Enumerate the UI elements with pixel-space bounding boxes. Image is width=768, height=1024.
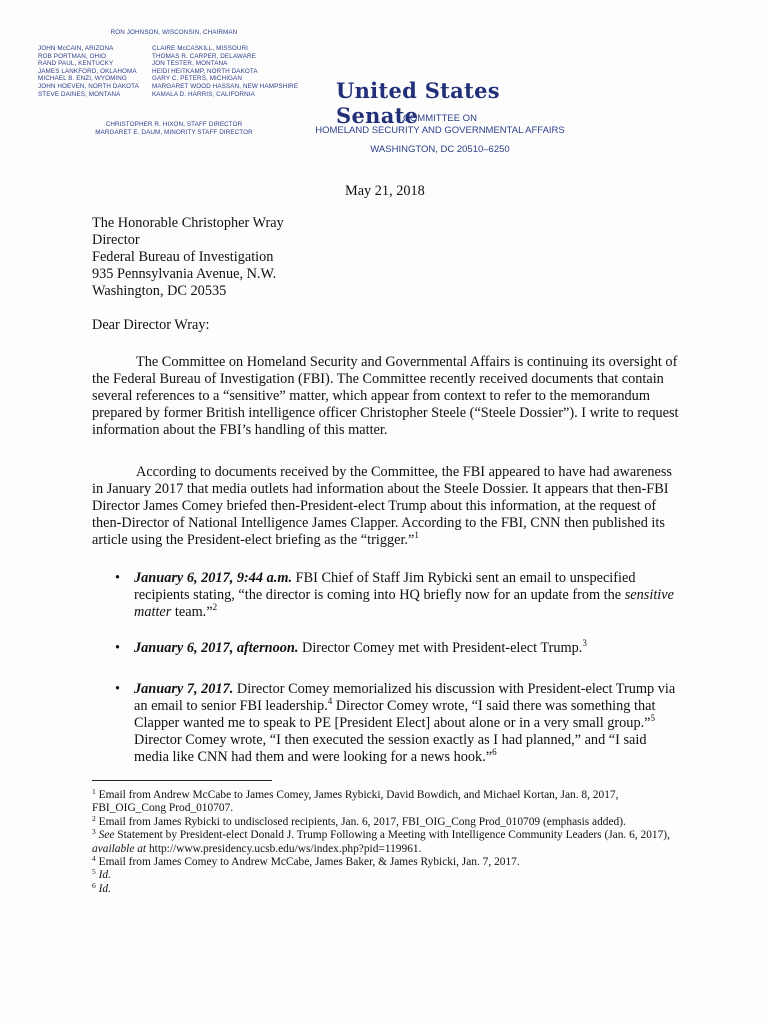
- bullet-body: team.”: [171, 604, 213, 620]
- minority-members-list: [152, 45, 298, 98]
- recipient-line: Director: [92, 232, 140, 248]
- recipient-line: 935 Pennsylvania Avenue, N.W.: [92, 266, 277, 282]
- member-name: MICHAEL B. ENZI, WYOMING: [38, 75, 127, 83]
- member-name: JAMES LANKFORD, OKLAHOMA: [38, 67, 137, 75]
- bullet-icon: •: [115, 681, 121, 697]
- staff-director: MARGARET E. DAUM, MINORITY STAFF DIRECTOR: [95, 128, 253, 136]
- footnote-number: 1: [92, 787, 96, 796]
- majority-members-list: [38, 45, 139, 98]
- footnote-signal: available at: [92, 842, 147, 855]
- member-name: KAMALA D. HARRIS, CALIFORNIA: [152, 90, 255, 98]
- footnote-number: 5: [92, 867, 96, 877]
- member-name: CLAIRE McCASKILL, MISSOURI: [152, 45, 249, 52]
- committee-line: COMMITTEE ON: [403, 113, 477, 124]
- bullet-icon: •: [115, 640, 121, 656]
- timeline-bullet: [115, 640, 685, 657]
- footnote-number: 3: [92, 827, 96, 837]
- bullet-date: January 7, 2017.: [134, 681, 234, 697]
- member-name: ROB PORTMAN, OHIO: [38, 52, 107, 60]
- recipient-line: Federal Bureau of Investigation: [92, 249, 274, 265]
- paragraph-text: According to documents received by the Committee, the FBI appeared to have had awareness in January 2017 that media outlets had information about the Steele Dossier. It appears that then-FBI Director James Comey briefed then-President-elect Trump about this information, at the request of then-Director of National Intelligence James Clapper. According to the FBI, CNN then published its article using the President-elect briefing as the “trigger.”: [92, 464, 672, 548]
- footnote-text: Id.: [98, 882, 111, 895]
- footnote: [92, 856, 692, 869]
- bullet-text: [134, 640, 685, 657]
- footnote: [92, 880, 692, 896]
- member-name: MARGARET WOOD HASSAN, NEW HAMPSHIRE: [152, 82, 299, 90]
- footnote-divider: [92, 780, 272, 781]
- footnote-ref: 4: [327, 696, 333, 706]
- bullet-body: Director Comey wrote, “I then executed the session exactly as I had planned,” and “I said media like CNN had them and were looking for a news hook.”: [134, 732, 647, 765]
- footnote-text: http://www.presidency.ucsb.edu/ws/index.php?pid=119961.: [146, 842, 422, 855]
- member-name: THOMAS R. CARPER, DELAWARE: [152, 52, 256, 60]
- footnote: [92, 829, 692, 856]
- footnote-number: 2: [92, 813, 96, 823]
- footnote: [92, 869, 692, 882]
- footnote-number: 6: [92, 880, 96, 890]
- recipient-line: The Honorable Christopher Wray: [92, 215, 284, 231]
- bullet-body: Director Comey memorialized his discussion with President-elect Trump via an email to senior FBI leadership.: [134, 681, 676, 714]
- footnote-text: Email from James Rybicki to undisclosed recipients, Jan. 6, 2017, FBI_OIG_Cong Prod_010709 (emphasis added).: [98, 815, 626, 828]
- bullet-body: Director Comey wrote, “I said there was something that Clapper wanted me to speak to PE [President Elect] about alone or in a very small group.”: [134, 698, 656, 731]
- member-name: GARY C. PETERS, MICHIGAN: [152, 75, 242, 83]
- footnote-text: Email from James Comey to Andrew McCabe, James Baker, & James Rybicki, Jan. 7, 2017.: [98, 856, 520, 869]
- staff-director: CHRISTOPHER R. HIXON, STAFF DIRECTOR: [105, 121, 243, 128]
- bullet-date: January 6, 2017, 9:44 a.m.: [134, 570, 293, 586]
- bullet-emphasis: sensitive matter: [134, 587, 674, 620]
- member-name: JOHN HOEVEN, NORTH DAKOTA: [38, 82, 139, 90]
- bullet-body: FBI Chief of Staff Jim Rybicki sent an email to unspecified recipients stating, “the director is coming into HQ briefly now for an update from the: [134, 570, 636, 603]
- bullet-icon: •: [115, 570, 121, 586]
- member-name: JON TESTER, MONTANA: [152, 60, 228, 68]
- committee-block: [295, 113, 585, 156]
- footnote-ref: 1: [414, 530, 419, 540]
- footnote: [92, 813, 692, 829]
- timeline-bullet: [115, 681, 685, 766]
- footnote-text: Statement by President-elect Donald J. Trump Following a Meeting with Intelligence Community Leaders (Jan. 6, 2017),: [114, 829, 670, 842]
- member-name: STEVE DAINES, MONTANA: [38, 90, 121, 98]
- bullet-text: [134, 681, 685, 766]
- bullet-text: [134, 570, 685, 621]
- chairman-line: RON JOHNSON, WISCONSIN, CHAIRMAN: [110, 29, 238, 36]
- footnote-text: Id.: [98, 869, 111, 882]
- member-name: RAND PAUL, KENTUCKY: [38, 60, 114, 68]
- senate-wordmark: United States Senate: [336, 78, 500, 128]
- bullet-body: Director Comey met with President-elect Trump.: [298, 640, 583, 656]
- footnote-ref: 2: [212, 602, 218, 612]
- footnote: [92, 789, 692, 816]
- footnotes: [92, 789, 692, 896]
- footnote-text: Email from Andrew McCabe to James Comey, James Rybicki, David Bowdich, and Michael Kortan, Jan. 8, 2017, FBI_OIG_Cong Prod_010707.: [92, 789, 619, 815]
- paragraph: [92, 464, 682, 549]
- salutation: Dear Director Wray:: [92, 317, 210, 333]
- footnote-ref: 5: [650, 713, 656, 723]
- recipient-line: Washington, DC 20535: [92, 283, 227, 299]
- member-name: HEIDI HEITKAMP, NORTH DAKOTA: [152, 67, 258, 75]
- member-name: JOHN McCAIN, ARIZONA: [38, 45, 114, 52]
- footnote-signal: See: [98, 829, 115, 842]
- letter-date: May 21, 2018: [345, 183, 425, 199]
- footnote-number: 4: [92, 854, 96, 864]
- committee-name: HOMELAND SECURITY AND GOVERNMENTAL AFFAIRS: [315, 125, 565, 136]
- committee-address: WASHINGTON, DC 20510–6250: [370, 144, 510, 155]
- recipient-address: [92, 215, 284, 300]
- timeline-bullet: [115, 570, 685, 621]
- footnote-ref: 6: [492, 747, 497, 757]
- footnote-ref: 3: [582, 638, 587, 648]
- paragraph: The Committee on Homeland Security and Governmental Affairs is continuing its oversight of the Federal Bureau of Investigation (FBI). The Committee recently received documents that contain several references to a “sensitive” matter, which appear from context to refer to the memorandum prepared by former British intelligence officer Christopher Steele (“Steele Dossier”). I write to request information about the FBI’s handling of this matter.: [92, 354, 679, 438]
- bullet-date: January 6, 2017, afternoon.: [134, 640, 299, 656]
